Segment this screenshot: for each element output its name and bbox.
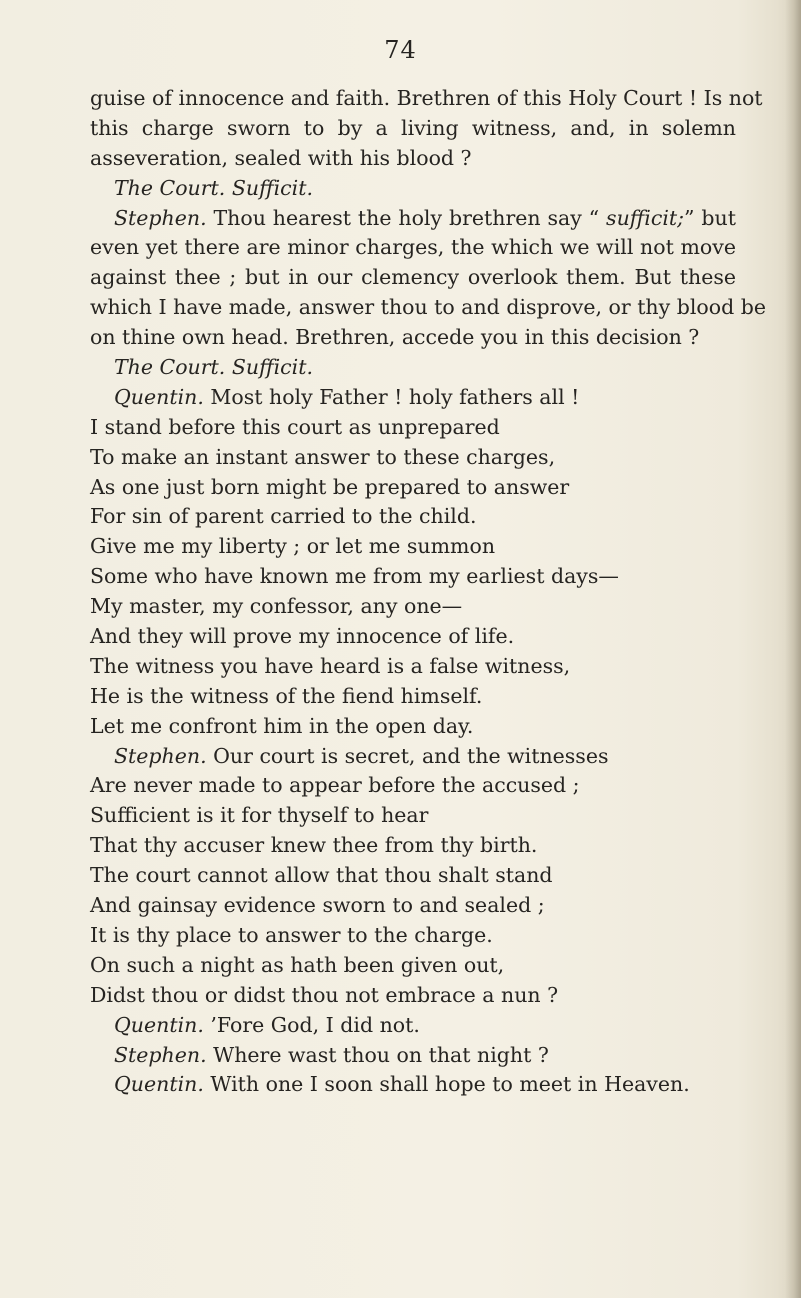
speaker-name: Quentin. [114,384,204,409]
speech-text: Our court is secret, and the witnesses [213,743,609,768]
speaker-name: Quentin. [114,1072,204,1097]
text-line: on thine own head. Brethren, accede you in this decision ? [90,325,700,350]
speech-text: Most holy Father ! holy fathers all ! [210,384,580,409]
text-line: guise of innocence and faith. Brethren of this Holy Court ! Is not [90,86,763,110]
verse-line: The court cannot allow that thou shalt stand [90,863,553,888]
speaker-name: The Court. [114,355,226,380]
speech-line [90,1070,736,1100]
verse-line: I stand before this court as unprepared [90,414,500,439]
speech-line [90,383,736,413]
speech-line [90,742,736,772]
text-line: which I have made, answer thou to and disprove, or thy blood be [90,295,766,320]
verse-line: Didst thou or didst thou not embrace a nun ? [90,982,559,1007]
speech-text: Where wast thou on that night ? [213,1042,549,1067]
verse-line: Are never made to appear before the accused ; [90,773,580,798]
speech-text: Thou hearest the holy brethren say “ sufficit;” but [213,205,736,230]
verse-line: He is the witness of the fiend himself. [90,683,483,708]
text-line: against thee ; but in our clemency overlook them. But these [90,265,736,290]
verse-line: And gainsay evidence sworn to and sealed ; [90,893,545,918]
verse-line: Give me my liberty ; or let me summon [90,534,496,559]
verse-line: Let me confront him in the open day. [90,713,474,738]
verse-line: It is thy place to answer to the charge. [90,922,493,947]
verse-line: The witness you have heard is a false witness, [90,653,571,678]
speech-line [90,1011,736,1041]
speech-text: With one I soon shall hope to meet in Heaven. [210,1072,690,1097]
speech-line [90,204,736,234]
verse-line: Some who have known me from my earliest days— [90,564,619,589]
verse-line: For sin of parent carried to the child. [90,504,477,529]
verse-line: To make an instant answer to these charges, [90,444,556,469]
verse-line: That thy accuser knew thee from thy birth. [90,833,538,858]
verse-line: Sufficient is it for thyself to hear [90,803,429,828]
text-line: asseveration, sealed with his blood ? [90,145,472,170]
verse-line: And they will prove my innocence of life. [90,624,515,649]
verse-line: As one just born might be prepared to answer [90,474,570,499]
speaker-name: The Court. [114,175,226,200]
speaker-name: Quentin. [114,1012,204,1037]
speaker-name: Stephen. [114,1042,207,1067]
speech-text: Sufficit. [231,355,313,380]
text-line: this charge sworn to by a living witness, and, in solemn [90,115,736,140]
speech-text: ’Fore God, I did not. [210,1012,420,1037]
page-edge-shadow [785,0,801,1298]
text-line: even yet there are minor charges, the which we will not move [90,235,736,260]
verse-line: On such a night as hath been given out, [90,952,505,977]
speech-line [90,1041,736,1071]
verse-line: My master, my confessor, any one— [90,594,463,619]
speech-line [90,353,736,383]
speech-line [90,174,736,204]
speech-text: Sufficit. [231,175,313,200]
speaker-name: Stephen. [114,205,207,230]
page-number: 74 [384,36,417,64]
speaker-name: Stephen. [114,743,207,768]
page-text [90,84,766,1100]
